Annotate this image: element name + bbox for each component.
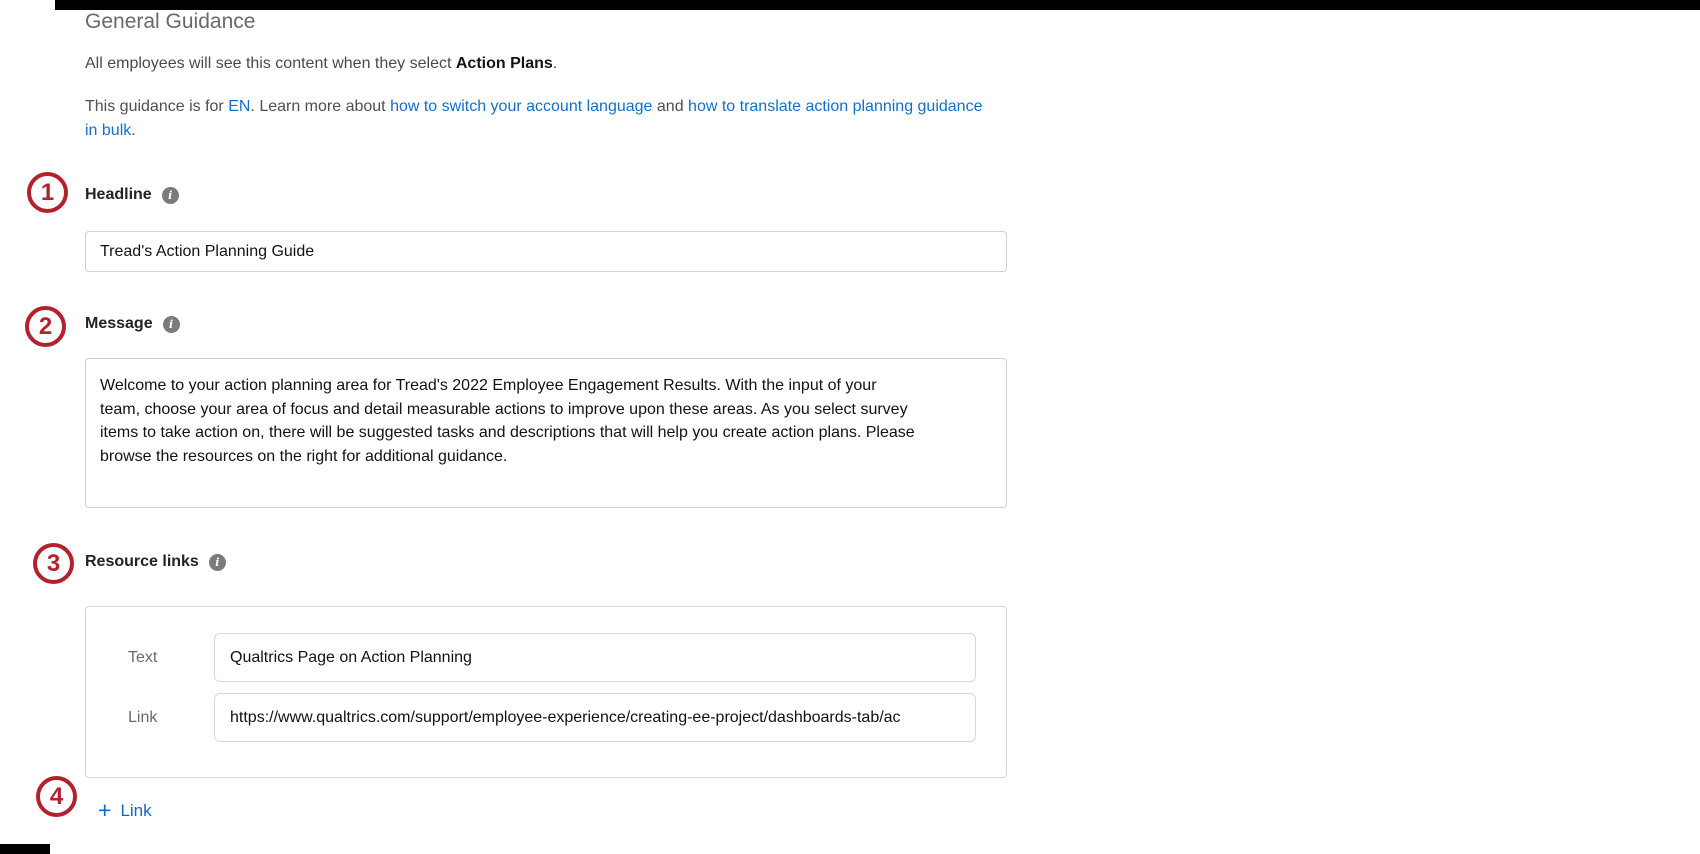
resource-link-row xyxy=(85,606,1007,778)
bottom-window-edge xyxy=(0,844,50,854)
annotation-marker-2: 2 xyxy=(25,306,66,347)
top-window-edge xyxy=(55,0,1700,10)
add-link-label: Link xyxy=(120,800,152,820)
resource-links-label-row xyxy=(85,553,226,571)
headline-label-row xyxy=(85,186,179,204)
plus-icon: + xyxy=(98,797,112,823)
add-link-button[interactable] xyxy=(98,799,152,822)
resource-link-label: Link xyxy=(128,709,158,726)
intro-line1 xyxy=(85,55,557,73)
intro-line2 xyxy=(85,95,993,143)
message-textarea[interactable] xyxy=(85,358,1007,508)
intro-line2-mid1: . Learn more about xyxy=(250,98,391,115)
resource-text-input[interactable] xyxy=(214,633,976,682)
intro-line1-bold: Action Plans xyxy=(455,55,553,72)
resource-url-input[interactable] xyxy=(214,693,976,742)
switch-language-link[interactable]: how to switch your account language xyxy=(390,98,653,115)
info-icon[interactable]: i xyxy=(209,554,226,571)
info-icon[interactable]: i xyxy=(162,187,179,204)
resource-links-label: Resource links xyxy=(85,553,199,570)
message-label-row xyxy=(85,315,180,333)
intro-line2-mid2: and xyxy=(652,98,689,115)
intro-line1-period: . xyxy=(552,55,558,72)
annotation-marker-4: 4 xyxy=(36,776,77,817)
page-title: General Guidance xyxy=(85,10,256,33)
intro-line2-text: This guidance is for xyxy=(85,98,229,115)
resource-text-label: Text xyxy=(128,649,158,666)
intro-line1-text: All employees will see this content when they select xyxy=(85,55,456,72)
headline-label: Headline xyxy=(85,186,152,203)
info-icon[interactable]: i xyxy=(163,316,180,333)
annotation-marker-3: 3 xyxy=(33,543,74,584)
message-label: Message xyxy=(85,315,153,332)
translate-bulk-link[interactable]: how to translate action planning guidance in bulk xyxy=(85,98,983,139)
annotation-marker-1: 1 xyxy=(27,172,68,213)
headline-input[interactable] xyxy=(85,231,1007,272)
language-link[interactable]: EN xyxy=(228,98,251,115)
intro-line2-period: . xyxy=(131,122,136,139)
